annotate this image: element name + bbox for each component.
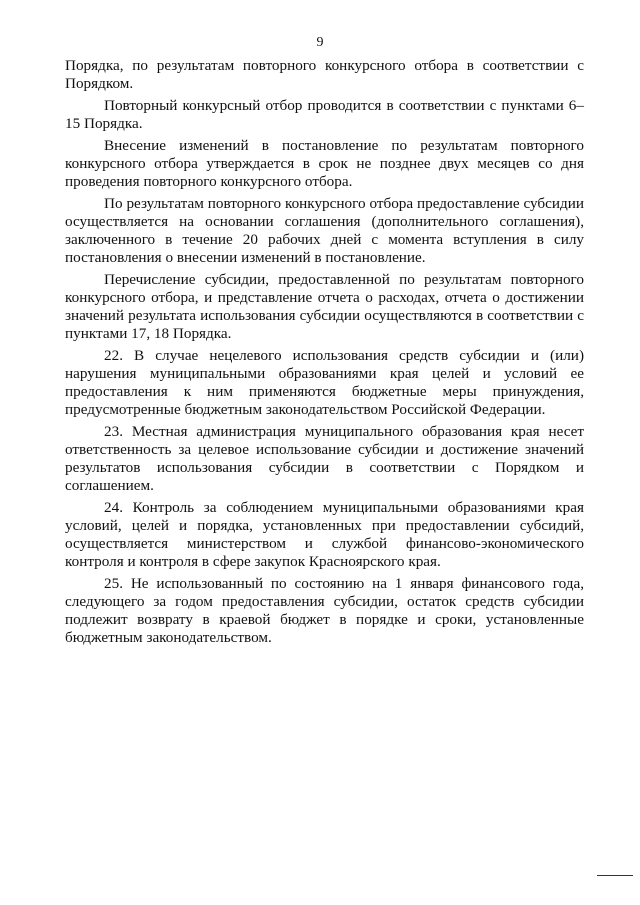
paragraph-item-23: 23. Местная администрация муниципального образования края несет ответственность за целевое использование субсидии и достижение значений результатов использования субсидии в соответствии с Порядком и соглашением.: [65, 423, 584, 494]
paragraph-transfer-reporting: Перечисление субсидии, предоставленной по результатам повторного конкурсного отбора, и представление отчета о расходах, отчета о достижении значений результата использования субсидии осуществляются в соответствии с пунктами 17, 18 Порядка.: [65, 271, 584, 342]
document-body: [65, 57, 584, 647]
page-number: 9: [316, 35, 324, 50]
paragraph-amendment-deadline: Внесение изменений в постановление по результатам повторного конкурсного отбора утверждается в срок не позднее двух месяцев со дня проведения повторного конкурсного отбора.: [65, 137, 584, 190]
paragraph-repeat-selection: Повторный конкурсный отбор проводится в соответствии с пунктами 6–15 Порядка.: [65, 97, 584, 132]
paragraph-agreement-basis: По результатам повторного конкурсного отбора предоставление субсидии осуществляется на основании соглашения (дополнительного соглашения), заключенного в течение 20 рабочих дней с момента вступления в силу постановления о внесении изменений в постановление.: [65, 195, 584, 266]
paragraph-item-25: 25. Не использованный по состоянию на 1 января финансового года, следующего за годом предоставления субсидии, остаток средств субсидии подлежит возврату в краевой бюджет в порядке и сроки, установленные бюджетным законодательством.: [65, 575, 584, 646]
paragraph-item-24: 24. Контроль за соблюдением муниципальными образованиями края условий, целей и порядка, установленных при предоставлении субсидий, осуществляется министерством и службой финансово-экономического контроля и контроля в сфере закупок Красноярского края.: [65, 499, 584, 570]
footer-rule: [597, 875, 633, 876]
paragraph-continuation: Порядка, по результатам повторного конкурсного отбора в соответствии с Порядком.: [65, 57, 584, 92]
paragraph-item-22: 22. В случае нецелевого использования средств субсидии и (или) нарушения муниципальными образованиями края целей и условий ее предоставления к ним применяются бюджетные меры принуждения, предусмотренные бюджетным законодательством Российской Федерации.: [65, 347, 584, 418]
